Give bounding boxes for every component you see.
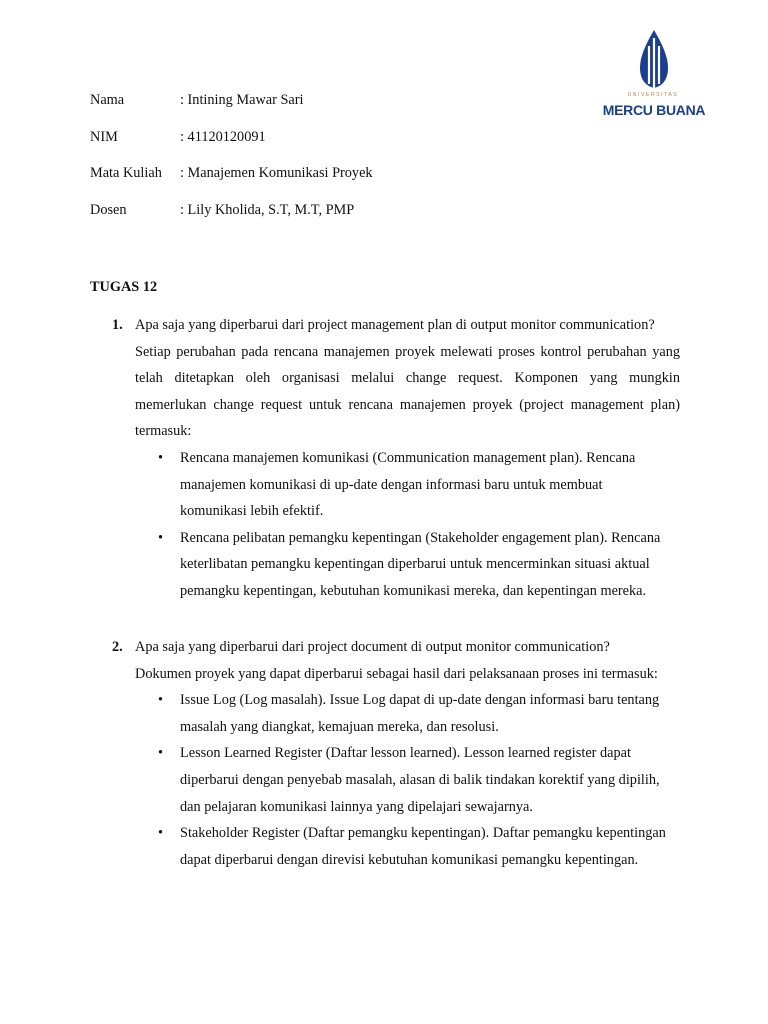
identity-label: Nama bbox=[90, 92, 125, 108]
question-text: Apa saja yang diperbarui dari project document di output monitor communication? bbox=[135, 639, 610, 655]
answer-text: Dokumen proyek yang dapat diperbarui sebagai hasil dari pelaksanaan proses ini termasuk: bbox=[135, 665, 658, 682]
question-2 bbox=[90, 634, 680, 873]
list-item-text: Lesson Learned Register (Daftar lesson learned). Lesson learned register dapat diperbarui dengan penyebab masalah, alasan di balik tindakan korektif yang dipilih, dan pelajaran komunikasi lainnya yang dipelajari sewajarnya. bbox=[180, 745, 660, 815]
identity-row-mata-kuliah bbox=[90, 165, 510, 202]
logo-name: MERCU BUANA bbox=[602, 102, 706, 118]
assignment-title: TUGAS 12 bbox=[90, 279, 158, 295]
list-item bbox=[158, 525, 668, 605]
identity-label: NIM bbox=[90, 128, 118, 145]
identity-label: Mata Kuliah bbox=[90, 165, 162, 181]
question-number: 2. bbox=[112, 639, 123, 655]
bullet-list bbox=[90, 445, 680, 605]
university-logo bbox=[600, 26, 708, 120]
identity-block bbox=[90, 92, 510, 238]
logo-emblem-icon bbox=[600, 26, 708, 92]
identity-value: : Manajemen Komunikasi Proyek bbox=[180, 165, 373, 181]
bullet-icon: • bbox=[158, 692, 164, 709]
list-item bbox=[158, 740, 668, 820]
list-item bbox=[158, 820, 668, 873]
question-1 bbox=[90, 312, 680, 605]
question-number: 1. bbox=[112, 317, 123, 333]
identity-value: : Lily Kholida, S.T, M.T, PMP bbox=[180, 201, 355, 218]
list-item bbox=[158, 687, 668, 740]
identity-row-dosen bbox=[90, 202, 510, 239]
list-item-text: Rencana pelibatan pemangku kepentingan (Stakeholder engagement plan). Rencana keterlibatan pemangku kepentingan diperbarui untuk mencerminkan situasi aktual pemangku kepentingan, kebutuhan komunikasi mereka, dan kepentingan mereka. bbox=[180, 529, 661, 599]
bullet-icon: • bbox=[158, 825, 164, 842]
list-item bbox=[158, 445, 668, 525]
answer-text: Setiap perubahan pada rencana manajemen proyek melewati proses kontrol perubahan yang telah ditetapkan oleh organisasi melalui change request. Komponen yang mungkin memerlukan change request untuk rencana manajemen proyek (project management plan) termasuk: bbox=[135, 343, 680, 440]
identity-row-nim bbox=[90, 129, 510, 166]
identity-row-nama bbox=[90, 92, 510, 129]
logo-univ-text: UNIVERSITAS bbox=[627, 92, 679, 98]
question-text: Apa saja yang diperbarui dari project management plan di output monitor communication? bbox=[135, 317, 655, 333]
identity-label: Dosen bbox=[90, 201, 127, 218]
list-item-text: Rencana manajemen komunikasi (Communication management plan). Rencana manajemen komunikasi di up-date dengan informasi baru untuk membuat komunikasi lebih efektif. bbox=[180, 449, 636, 520]
identity-value: : Intining Mawar Sari bbox=[180, 92, 304, 108]
bullet-icon: • bbox=[158, 449, 164, 466]
bullet-icon: • bbox=[158, 529, 164, 546]
bullet-list bbox=[90, 687, 680, 873]
list-item-text: Issue Log (Log masalah). Issue Log dapat di up-date dengan informasi baru tentang masalah yang diangkat, kemajuan mereka, dan resolusi. bbox=[180, 692, 660, 735]
identity-value: : 41120120091 bbox=[180, 128, 266, 145]
list-item-text: Stakeholder Register (Daftar pemangku kepentingan). Daftar pemangku kepentingan dapat diperbarui dengan direvisi kebutuhan komunikasi pemangku kepentingan. bbox=[180, 825, 666, 868]
bullet-icon: • bbox=[158, 745, 164, 762]
